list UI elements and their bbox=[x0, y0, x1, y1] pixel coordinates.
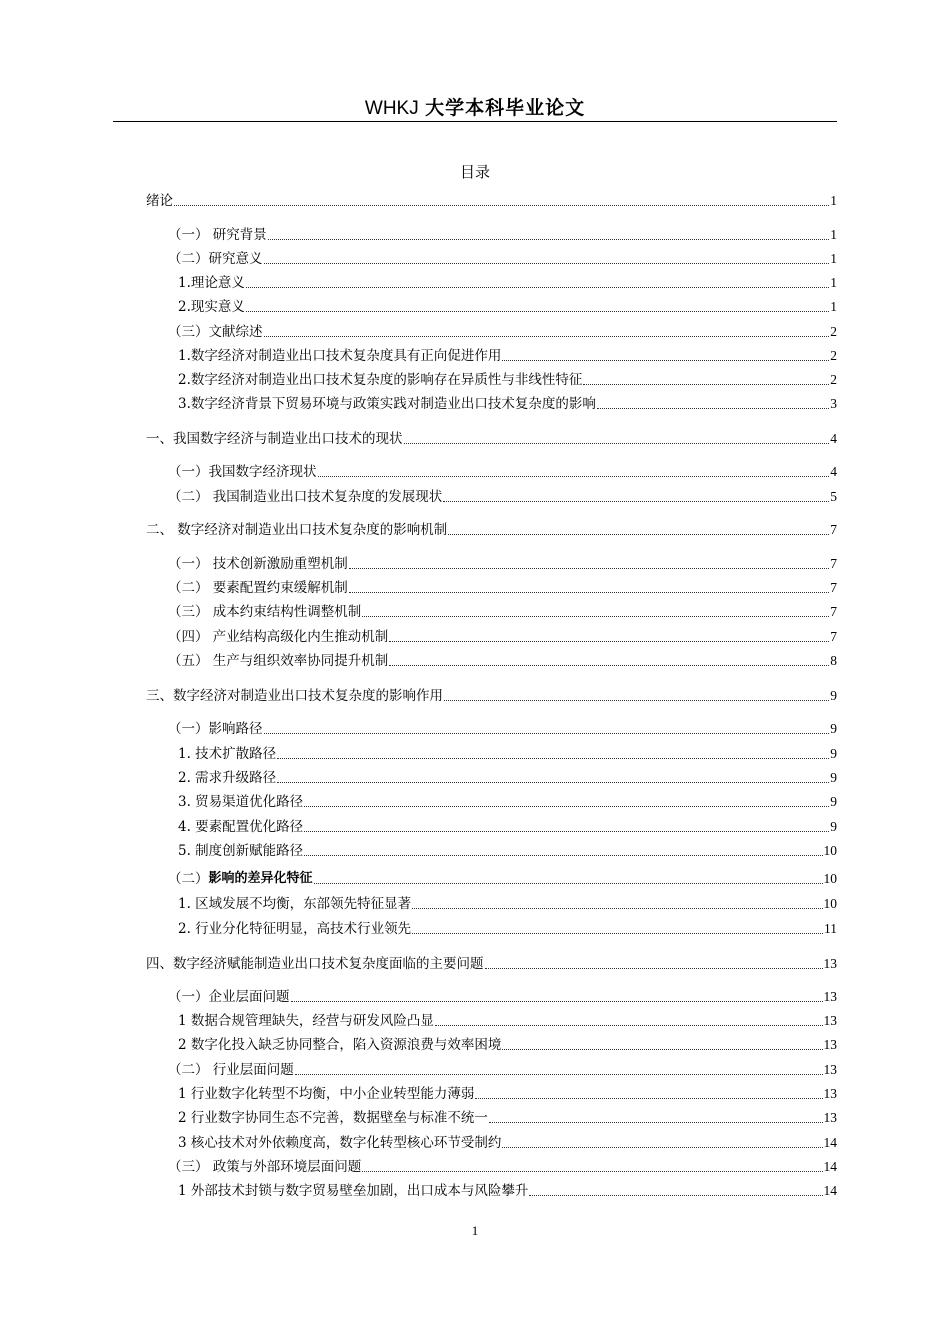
toc-entry-page: 7 bbox=[830, 522, 837, 537]
toc-entry[interactable] bbox=[168, 577, 837, 597]
toc-entry[interactable] bbox=[178, 1107, 837, 1127]
toc-entry[interactable] bbox=[168, 650, 837, 670]
toc-leader-dots bbox=[485, 968, 823, 969]
toc-entry-page: 14 bbox=[823, 1183, 837, 1198]
toc-entry-page: 13 bbox=[823, 1037, 837, 1052]
toc-entry-page: 2 bbox=[830, 372, 837, 387]
toc-entry-page: 10 bbox=[823, 896, 837, 911]
toc-leader-dots bbox=[349, 592, 829, 593]
toc-entry[interactable] bbox=[168, 553, 837, 573]
toc-leader-dots bbox=[529, 1195, 822, 1196]
toc-entry[interactable] bbox=[146, 685, 837, 705]
toc-entry[interactable] bbox=[178, 1132, 837, 1152]
toc-entry-page: 9 bbox=[830, 770, 837, 785]
toc-entry[interactable] bbox=[168, 486, 837, 506]
toc-entry-label: （三） 成本约束结构性调整机制 bbox=[168, 604, 362, 620]
toc-leader-dots bbox=[435, 1025, 823, 1026]
toc-entry-page: 4 bbox=[830, 464, 837, 479]
toc-entry[interactable] bbox=[168, 718, 837, 738]
toc-entry-page: 8 bbox=[830, 653, 837, 668]
toc-entry[interactable] bbox=[168, 321, 837, 341]
toc-leader-dots bbox=[362, 616, 829, 617]
toc-entry-page: 13 bbox=[823, 1086, 837, 1101]
toc-entry-label: 2 数字化投入缺乏协同整合，陷入资源浪费与效率困境 bbox=[178, 1037, 502, 1053]
toc-entry-label: （二）研究意义 bbox=[168, 251, 263, 267]
toc-entry-label: 1 外部技术封锁与数字贸易壁垒加剧，出口成本与风险攀升 bbox=[178, 1183, 529, 1199]
toc-entry-page: 9 bbox=[830, 688, 837, 703]
toc-entry[interactable] bbox=[146, 519, 837, 539]
toc-entry-label: 1. 技术扩散路径 bbox=[178, 746, 277, 762]
toc-entry-label: 1.数字经济对制造业出口技术复杂度具有正向促进作用 bbox=[178, 348, 502, 364]
toc-leader-dots bbox=[412, 933, 823, 934]
toc-entry-label: 2.数字经济对制造业出口技术复杂度的影响存在异质性与非线性特征 bbox=[178, 372, 583, 388]
toc-entry[interactable] bbox=[168, 868, 837, 888]
toc-entry-page: 14 bbox=[823, 1159, 837, 1174]
toc-entry-label: 1 行业数字化转型不均衡，中小企业转型能力薄弱 bbox=[178, 1086, 475, 1102]
toc-entry-label: 1.理论意义 bbox=[178, 275, 245, 291]
toc-leader-dots bbox=[444, 700, 829, 701]
toc-entry-label: 2 行业数字协同生态不完善，数据壁垒与标准不统一 bbox=[178, 1110, 488, 1126]
toc-entry-page: 10 bbox=[823, 871, 837, 886]
toc-entry-page: 2 bbox=[830, 324, 837, 339]
toc-entry-page: 5 bbox=[830, 489, 837, 504]
toc-leader-dots bbox=[443, 501, 829, 502]
toc-leader-dots bbox=[291, 1001, 823, 1002]
toc-entry-label: （一） 研究背景 bbox=[168, 227, 267, 243]
toc-entry-label: （一） 技术创新激励重塑机制 bbox=[168, 556, 348, 572]
toc-entry-label: （一）影响路径 bbox=[168, 721, 263, 737]
toc-entry-label: 二、 数字经济对制造业出口技术复杂度的影响机制 bbox=[146, 522, 448, 538]
toc-entry-label: （二） 我国制造业出口技术复杂度的发展现状 bbox=[168, 489, 443, 505]
toc-entry-label: （三）文献综述 bbox=[168, 324, 263, 340]
toc-entry-page: 2 bbox=[830, 348, 837, 363]
toc-entry-page: 4 bbox=[830, 431, 837, 446]
toc-entry-label: （二） 行业层面问题 bbox=[168, 1062, 294, 1078]
toc-entry[interactable] bbox=[146, 190, 837, 210]
toc-entry-label: 2. 行业分化特征明显，高技术行业领先 bbox=[178, 921, 412, 937]
toc-leader-dots bbox=[174, 205, 829, 206]
toc-leader-dots bbox=[318, 476, 830, 477]
toc-entry[interactable] bbox=[178, 296, 837, 316]
toc-leader-dots bbox=[448, 534, 829, 535]
toc-title: 目录 bbox=[459, 163, 490, 181]
toc-entry-page: 1 bbox=[830, 193, 837, 208]
toc-entry-label: 3 核心技术对外依赖度高，数字化转型核心环节受制约 bbox=[178, 1135, 502, 1151]
toc-entry-label: （一）企业层面问题 bbox=[168, 989, 290, 1005]
toc-entry-page: 9 bbox=[830, 721, 837, 736]
toc-entry-page: 1 bbox=[830, 227, 837, 242]
toc-entry-label: 三、数字经济对制造业出口技术复杂度的影响作用 bbox=[146, 688, 443, 704]
toc-entry[interactable] bbox=[168, 1059, 837, 1079]
toc-entry[interactable] bbox=[178, 918, 837, 938]
toc-entry-page: 13 bbox=[823, 956, 837, 971]
toc-entry-label: （四） 产业结构高级化内生推动机制 bbox=[168, 629, 389, 645]
toc-entry-page: 13 bbox=[823, 1110, 837, 1125]
toc-entry[interactable] bbox=[178, 1010, 837, 1030]
toc-leader-dots bbox=[277, 758, 829, 759]
toc-entry[interactable] bbox=[168, 461, 837, 481]
toc-entry-page: 9 bbox=[830, 819, 837, 834]
toc-entry-label: 影响的差异化特征 bbox=[208, 871, 313, 886]
header-title-cjk: 大学本科毕业论文 bbox=[425, 97, 586, 119]
toc-leader-dots bbox=[502, 1049, 822, 1050]
toc-leader-dots bbox=[489, 1122, 823, 1123]
toc-entry-prefix: （二） bbox=[168, 871, 209, 887]
toc-leader-dots bbox=[304, 806, 829, 807]
page-number: 1 bbox=[471, 1223, 479, 1238]
toc-entry-page: 13 bbox=[823, 1062, 837, 1077]
toc-entry[interactable] bbox=[178, 272, 837, 292]
toc-leader-dots bbox=[389, 641, 829, 642]
toc-entry-label: 5. 制度创新赋能路径 bbox=[178, 843, 304, 859]
toc-entry[interactable] bbox=[178, 345, 837, 365]
toc-entry[interactable] bbox=[168, 986, 837, 1006]
toc-entry-label: （五） 生产与组织效率协同提升机制 bbox=[168, 653, 389, 669]
toc-entry-page: 1 bbox=[830, 299, 837, 314]
toc-leader-dots bbox=[264, 263, 830, 264]
toc-entry-label: 2.现实意义 bbox=[178, 299, 245, 315]
toc-leader-dots bbox=[268, 239, 829, 240]
toc-entry[interactable] bbox=[178, 369, 837, 389]
toc-entry-page: 11 bbox=[824, 921, 837, 936]
toc-entry-page: 7 bbox=[830, 604, 837, 619]
toc-entry[interactable] bbox=[168, 626, 837, 646]
toc-leader-dots bbox=[264, 336, 830, 337]
toc-entry-page: 10 bbox=[823, 843, 837, 858]
toc-entry-page: 7 bbox=[830, 629, 837, 644]
toc-entry[interactable] bbox=[178, 743, 837, 763]
toc-entry[interactable] bbox=[146, 428, 837, 448]
toc-entry[interactable] bbox=[146, 953, 837, 973]
toc-entry[interactable] bbox=[178, 1034, 837, 1054]
toc-entry-label: 绪论 bbox=[146, 193, 173, 209]
toc-leader-dots bbox=[475, 1098, 822, 1099]
toc-leader-dots bbox=[304, 855, 822, 856]
toc-entry-page: 3 bbox=[830, 396, 837, 411]
toc-entry-label: （一）我国数字经济现状 bbox=[168, 464, 317, 480]
toc-entry-page: 9 bbox=[830, 794, 837, 809]
toc-entry[interactable] bbox=[178, 393, 837, 413]
toc-entry-label: （三） 政策与外部环境层面问题 bbox=[168, 1159, 362, 1175]
toc-leader-dots bbox=[295, 1074, 823, 1075]
toc-leader-dots bbox=[412, 908, 822, 909]
toc-entry-label: 3. 贸易渠道优化路径 bbox=[178, 794, 304, 810]
toc-leader-dots bbox=[246, 287, 829, 288]
toc-entry-label: 四、数字经济赋能制造业出口技术复杂度面临的主要问题 bbox=[146, 956, 484, 972]
toc-leader-dots bbox=[583, 384, 829, 385]
toc-entry-label: 1 数据合规管理缺失，经营与研发风险凸显 bbox=[178, 1013, 434, 1029]
toc-entry-label: （二） 要素配置约束缓解机制 bbox=[168, 580, 348, 596]
toc-entry-label: 4. 要素配置优化路径 bbox=[178, 819, 304, 835]
toc-leader-dots bbox=[349, 568, 829, 569]
toc-leader-dots bbox=[246, 311, 829, 312]
toc-entry[interactable] bbox=[168, 248, 837, 268]
toc-entry[interactable] bbox=[178, 893, 837, 913]
toc-leader-dots bbox=[314, 883, 823, 884]
toc-entry-page: 7 bbox=[830, 556, 837, 571]
toc-entry-page: 1 bbox=[830, 275, 837, 290]
toc-entry[interactable] bbox=[178, 1180, 837, 1200]
toc-leader-dots bbox=[502, 1147, 822, 1148]
toc-entry-page: 13 bbox=[823, 989, 837, 1004]
toc-entry-page: 9 bbox=[830, 746, 837, 761]
toc-leader-dots bbox=[404, 443, 830, 444]
toc-leader-dots bbox=[597, 408, 829, 409]
toc-entry-label: 一、我国数字经济与制造业出口技术的现状 bbox=[146, 431, 403, 447]
toc-leader-dots bbox=[264, 733, 830, 734]
toc-entry-page: 13 bbox=[823, 1013, 837, 1028]
toc-entry-page: 7 bbox=[830, 580, 837, 595]
toc-leader-dots bbox=[502, 360, 829, 361]
toc-entry[interactable] bbox=[178, 816, 837, 836]
toc-entry-page: 1 bbox=[830, 251, 837, 266]
toc-entry-label: 1. 区域发展不均衡，东部领先特征显著 bbox=[178, 896, 412, 912]
toc-entry[interactable] bbox=[178, 767, 837, 787]
toc-entry[interactable] bbox=[178, 840, 837, 860]
header-title-latin: WHKJ bbox=[364, 98, 419, 119]
toc-entry-label: 2. 需求升级路径 bbox=[178, 770, 277, 786]
toc-entry[interactable] bbox=[178, 1083, 837, 1103]
toc-entry[interactable] bbox=[168, 601, 837, 621]
toc-entry-page: 14 bbox=[823, 1135, 837, 1150]
toc-entry[interactable] bbox=[178, 791, 837, 811]
toc-leader-dots bbox=[389, 665, 829, 666]
toc-entry[interactable] bbox=[168, 224, 837, 244]
toc-entry-label: 3.数字经济背景下贸易环境与政策实践对制造业出口技术复杂度的影响 bbox=[178, 396, 596, 412]
toc-entry[interactable] bbox=[168, 1156, 837, 1176]
toc-leader-dots bbox=[304, 831, 829, 832]
toc-leader-dots bbox=[277, 782, 829, 783]
toc-leader-dots bbox=[362, 1171, 822, 1172]
